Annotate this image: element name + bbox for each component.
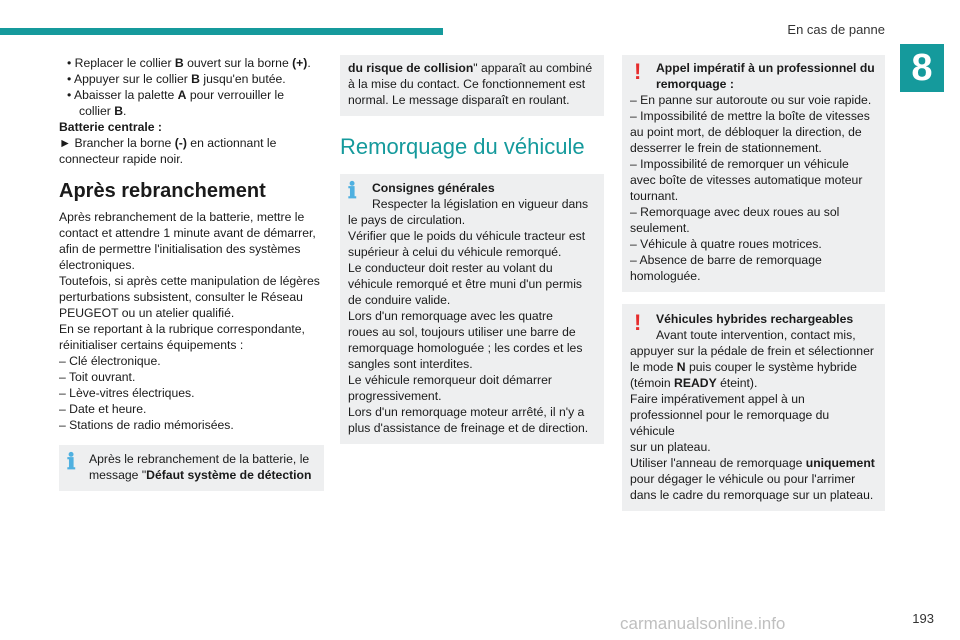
box-line: à la mise du contact. Ce fonctionnement est [348, 77, 586, 91]
warning-line: Faire impérativement appel à un [630, 392, 805, 406]
info-box-reconnect [59, 445, 324, 491]
body-line: Toutefois, si après cette manipulation de légères [59, 274, 320, 288]
info-line: supérieur à celui du véhicule remorqué. [348, 245, 562, 259]
info-line-b: Défaut système de détection [146, 468, 312, 482]
info-title: Consignes générales [372, 181, 495, 195]
info-line: Après le rebranchement de la batterie, le [89, 452, 310, 466]
text-run: (témoin [630, 376, 675, 390]
battery-central-label: Batterie centrale : [59, 120, 162, 134]
warning-line: – Véhicule à quatre roues motrices. [630, 237, 822, 251]
warning-line: appuyer sur la pédale de frein et sélectionner [630, 344, 874, 358]
warning-line: au point mort, de débloquer la direction, de [630, 125, 862, 139]
info-box-towing [340, 174, 604, 444]
warning-title: remorquage : [656, 77, 734, 91]
text-run: le mode [630, 360, 677, 374]
info-line: Le véhicule remorqueur doit démarrer [348, 373, 552, 387]
warning-line: – En panne sur autoroute ou sur voie rapide. [630, 93, 872, 107]
reconnect-body [59, 209, 324, 433]
warning-line: professionnel pour le remorquage du véhicule [630, 408, 830, 438]
info-line: remorquage homologuée ; les cordes et les [348, 341, 583, 355]
info-line [89, 467, 316, 483]
text-run: puis couper le système hybride [685, 360, 857, 374]
body-line: perturbations subsistent, consulter le Réseau [59, 290, 303, 304]
warning-line: – Absence de barre de remorquage [630, 253, 822, 267]
body-line: En se reportant à la rubrique correspondante, [59, 322, 305, 336]
box-line-bold: du risque de collision [348, 61, 474, 75]
warning-line: pour dégager le véhicule ou pour l'arrimer [630, 472, 856, 486]
column-middle [340, 55, 604, 444]
section-heading-reconnect: Après rebranchement [59, 180, 266, 202]
body-line: contact et attendre 1 minute avant de démarrer, [59, 226, 316, 240]
bullet-text: • Replacer le collier B ouvert sur la borne (+). [67, 56, 311, 70]
warning-line [630, 455, 877, 471]
box-line [348, 60, 596, 76]
info-line: Lors d'un remorquage avec les quatre [348, 309, 553, 323]
info-line: le pays de circulation. [348, 213, 466, 227]
info-box-continued [340, 55, 604, 116]
info-line-a: message " [89, 468, 147, 482]
bullet-text: • Abaisser la palette A pour verrouiller le [67, 88, 284, 102]
chapter-title: En cas de panne [787, 22, 885, 37]
text-run-bold: READY [674, 376, 717, 390]
info-icon: ℹ [348, 178, 357, 204]
body-line: PEUGEOT ou un atelier qualifié. [59, 306, 235, 320]
list-item: – Clé électronique. [59, 354, 161, 368]
bullet-item [59, 87, 324, 103]
warning-icon: ! [634, 59, 642, 84]
warning-box-professional [622, 55, 885, 292]
watermark: carmanualsonline.info [620, 614, 786, 633]
info-box-text [67, 451, 316, 483]
text-run-bold: N [676, 360, 686, 374]
warning-line: homologuée. [630, 269, 701, 283]
chapter-number-badge: 8 [900, 44, 944, 92]
column-right [622, 55, 885, 511]
box-line-rest: " apparaît au combiné [473, 61, 593, 75]
warning-line: – Impossibilité de remorquer un véhicule [630, 157, 849, 171]
warning-line: – Impossibilité de mettre la boîte de vitesses [630, 109, 870, 123]
info-icon: ℹ [67, 449, 76, 475]
bullet-item [59, 71, 324, 87]
warning-box-hybrid [622, 304, 885, 511]
warning-line: – Remorquage avec deux roues au sol [630, 205, 840, 219]
text-run: Utiliser l'anneau de remorquage [630, 456, 806, 470]
body-line: Après rebranchement de la batterie, mettre le [59, 210, 305, 224]
warning-line [630, 359, 877, 375]
warning-title: Véhicules hybrides rechargeables [656, 312, 854, 326]
warning-line [630, 375, 877, 391]
battery-step-cont: connecteur rapide noir. [59, 152, 183, 166]
warning-line: dans le cadre du remorquage sur un plateau. [630, 488, 874, 502]
info-line: Respecter la législation en vigueur dans [372, 197, 589, 211]
text-run: éteint). [716, 376, 758, 390]
battery-step: ► Brancher la borne (-) en actionnant le [59, 136, 277, 150]
body-line: réinitialiser certains équipements : [59, 338, 244, 352]
warning-line: sur un plateau. [630, 440, 711, 454]
info-line: véhicule remorqué et être muni d'un permis [348, 277, 583, 291]
warning-line: Avant toute intervention, contact mis, [656, 328, 856, 342]
list-item: – Stations de radio mémorisées. [59, 418, 234, 432]
info-line: Le conducteur doit rester au volant du [348, 261, 553, 275]
page-number: 193 [912, 611, 934, 626]
list-item: – Toit ouvrant. [59, 370, 136, 384]
body-line: afin de permettre l'initialisation des systèmes [59, 242, 301, 256]
info-line: Vérifier que le poids du véhicule tracteur est [348, 229, 586, 243]
info-line: Lors d'un remorquage moteur arrêté, il n'y a [348, 405, 585, 419]
warning-line: seulement. [630, 221, 690, 235]
bullet-text: • Appuyer sur le collier B jusqu'en butée. [67, 72, 286, 86]
info-line: roues au sol, toujours utiliser une barre de [348, 325, 576, 339]
header-accent-bar [0, 28, 443, 35]
section-heading-towing: Remorquage du véhicule [340, 134, 585, 159]
warning-line: avec boîte de vitesses automatique moteur [630, 173, 863, 187]
text-run-bold: uniquement [805, 456, 875, 470]
bullet-item [59, 55, 324, 71]
bullet-continuation: collier B. [79, 104, 127, 118]
body-line: électroniques. [59, 258, 135, 272]
warning-line: tournant. [630, 189, 679, 203]
column-left [59, 55, 324, 491]
info-line: progressivement. [348, 389, 442, 403]
info-line: sangles sont interdites. [348, 357, 473, 371]
warning-line: desserrer le frein de stationnement. [630, 141, 822, 155]
warning-icon: ! [634, 310, 642, 335]
info-line: de conduire valide. [348, 293, 451, 307]
warning-title: Appel impératif à un professionnel du [656, 61, 875, 75]
list-item: – Lève-vitres électriques. [59, 386, 195, 400]
box-line: normal. Le message disparaît en roulant. [348, 93, 570, 107]
list-item: – Date et heure. [59, 402, 147, 416]
info-line: plus d'assistance de freinage et de direction. [348, 421, 589, 435]
